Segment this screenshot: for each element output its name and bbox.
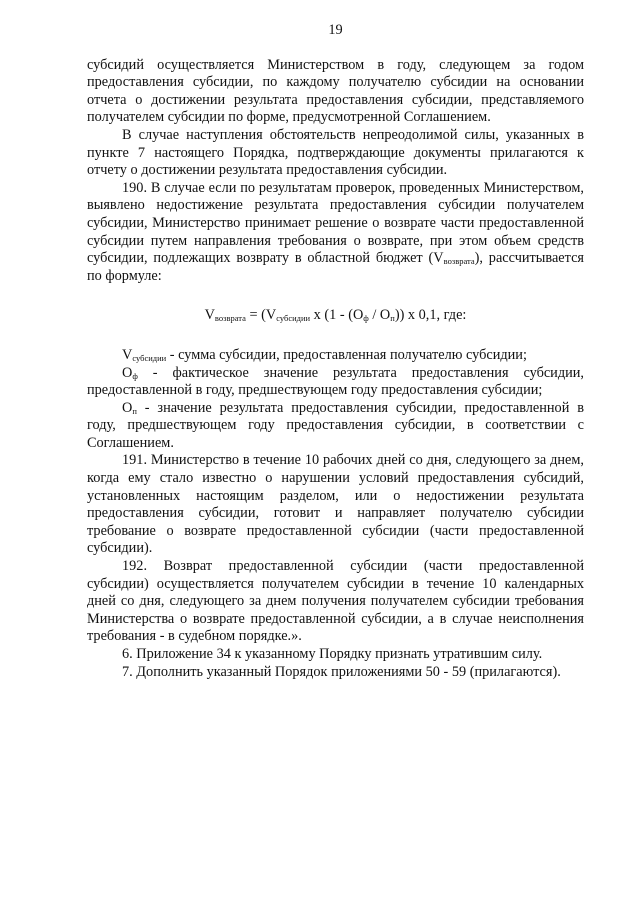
paragraph-192: 192. Возврат предоставленной субсидии (части предоставленной субсидии) осуществляется получателем субсидии в течение 10 календарных дней со дня, следующего за днем получения получателем субсидии требования Министерства о возврате предоставленной субсидии, а в случае неисполнения требования - в судебном порядке.». (87, 558, 584, 645)
paragraph-190-text-a: 190. В случае если по результатам проверок, проведенных Министерством, выявлено недостижение результата предоставления субсидии получателем субсидии, Министерство принимает решение о возврате части предоставленной субсидии путем направления требования о возврате, при этом объем средств субсидии, подлежащих возврату в областной бюджет (V (87, 179, 584, 267)
definition-o-f (87, 365, 584, 400)
formula-div: / О (368, 307, 391, 324)
definition-3-text: - значение результата предоставления субсидии, предоставленной в году, предшествующем году предоставления субсидии, в соответствии с Соглашением. (87, 399, 584, 451)
definition-3-symbol: О (122, 399, 133, 416)
definition-1-sub: субсидии (132, 352, 167, 363)
formula-tail: )) x 0,1, где: (394, 307, 467, 324)
formula-mid: x (1 - (О (310, 307, 364, 324)
definition-3-sub: п (132, 405, 137, 416)
refund-formula (87, 307, 584, 325)
paragraph-continuation: субсидий осуществляется Министерством в году, следующем за годом предоставления субсидии, по каждому получателю субсидии на основании отчета о достижении результата предоставления субсидии, представляемого получателем субсидии по форме, предусмотренной Соглашением. (87, 56, 584, 126)
paragraph-190-text-b: ), рассчитывается по формуле: (87, 250, 584, 284)
page-number: 19 (328, 22, 343, 38)
definition-1-text: - сумма субсидии, предоставленная получателю субсидии; (166, 346, 527, 363)
definition-2-symbol: О (122, 364, 133, 381)
definition-2-sub: ф (132, 370, 138, 381)
formula-op-sub: п (390, 313, 395, 324)
definition-v-subsidy (87, 347, 584, 365)
formula-subsidy-sub: субсидии (276, 313, 311, 324)
formula-v: V (204, 307, 215, 324)
formula-eq: = (V (245, 307, 277, 324)
paragraph-191: 191. Министерство в течение 10 рабочих дней со дня, следующего за днем, когда ему стало известно о нарушении условий предоставления субсидий, установленных настоящим разделом, или о недостижении результата предоставления субсидии, готовит и направляет получателю субсидии требование о возврате предоставленной субсидии (части предоставленной субсидии). (87, 452, 584, 557)
subscript-vozvrata: возврата (443, 256, 475, 267)
paragraph-item-7: 7. Дополнить указанный Порядок приложениями 50 - 59 (прилагаются). (122, 663, 561, 680)
paragraph-force-majeure: В случае наступления обстоятельств непреодолимой силы, указанных в пункте 7 настоящего Порядка, подтверждающие документы прилагаются к отчету о достижении результата предоставления субсидии. (87, 126, 584, 179)
definition-o-p (87, 400, 584, 453)
formula-v-sub: возврата (214, 313, 246, 324)
definition-2-text: - фактическое значение результата предоставления субсидии, предоставленной в году, предшествующем году предоставления субсидии; (87, 364, 584, 399)
formula-of-sub: ф (363, 313, 369, 324)
paragraph-item-6: 6. Приложение 34 к указанному Порядку признать утратившим силу. (122, 646, 543, 662)
paragraph-190 (87, 180, 584, 286)
document-page (87, 22, 584, 681)
definition-1-symbol: V (122, 346, 133, 363)
